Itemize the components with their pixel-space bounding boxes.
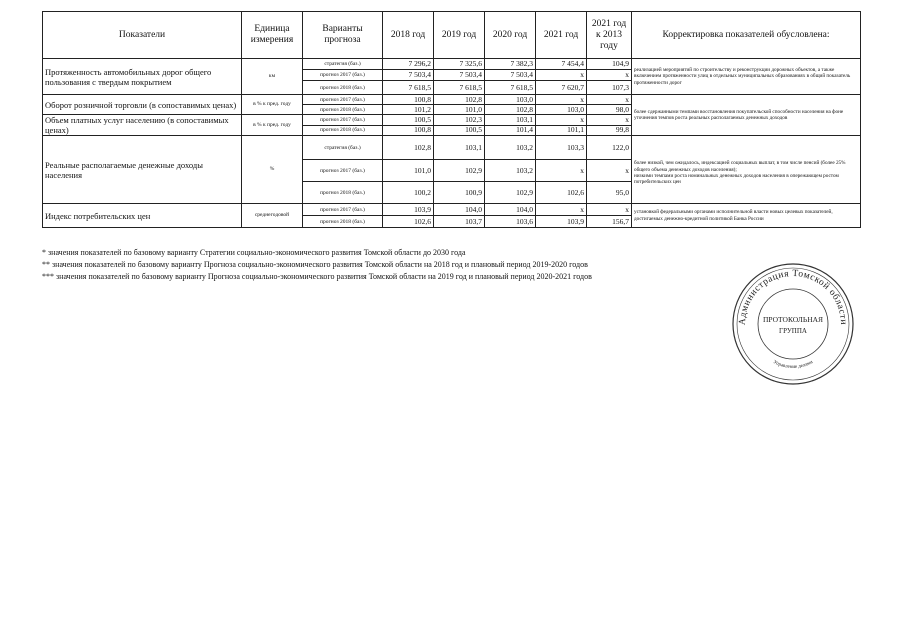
value-cell: 7 620,7: [536, 81, 587, 95]
value-cell: 100,9: [434, 182, 485, 204]
value-cell: 103,1: [485, 115, 536, 126]
variant-cell: стратегия (баз.): [303, 136, 383, 160]
value-cell: x: [536, 115, 587, 126]
value-cell: 104,0: [434, 204, 485, 216]
header-year-2021: 2021 год: [536, 12, 587, 59]
value-cell: 122,0: [587, 136, 632, 160]
value-cell: 7 325,6: [434, 59, 485, 70]
value-cell: 100,8: [383, 125, 434, 136]
variant-cell: прогноз 2018 (баз.): [303, 81, 383, 95]
header-indicators: Показатели: [43, 12, 242, 59]
value-cell: 98,0: [587, 105, 632, 115]
value-cell: 102,8: [485, 105, 536, 115]
value-cell: 102,8: [383, 136, 434, 160]
indicators-table: [42, 11, 861, 228]
value-cell: 102,9: [434, 160, 485, 182]
value-cell: 95,0: [587, 182, 632, 204]
unit-cell: в % к пред. году: [242, 95, 303, 115]
value-cell: 103,0: [536, 105, 587, 115]
value-cell: 104,0: [485, 204, 536, 216]
indicator-name: Протяженность автомобильных дорог общего пользования с твердым покрытием: [43, 59, 242, 95]
correction-note: [632, 136, 861, 204]
value-cell: 102,9: [485, 182, 536, 204]
footnote: ** значения показателей по базовому варианту Прогноза социально-экономического развития Томской области на 2018 год и плановый период 2019-2020 годов: [42, 260, 588, 269]
correction-note: установкой федеральными органами исполнительной власти новых целевых показателей, достигаемых денежно-кредитной политикой Банка России: [632, 204, 861, 228]
svg-text:Управление делами: [772, 360, 814, 370]
value-cell: 101,1: [536, 125, 587, 136]
indicator-name: Реальные располагаемые денежные доходы населения: [43, 136, 242, 204]
value-cell: 156,7: [587, 216, 632, 228]
value-cell: x: [587, 95, 632, 105]
unit-cell: в % к пред. году: [242, 115, 303, 136]
value-cell: 101,0: [383, 160, 434, 182]
stamp-bottom-text: Управление делами: [772, 360, 814, 371]
value-cell: 103,9: [383, 204, 434, 216]
value-cell: x: [587, 204, 632, 216]
variant-cell: стратегия (баз.): [303, 59, 383, 70]
value-cell: x: [536, 95, 587, 105]
value-cell: 103,2: [485, 160, 536, 182]
indicator-name: Оборот розничной торговли (в сопоставимых ценах): [43, 95, 242, 115]
variant-cell: прогноз 2017 (баз.): [303, 204, 383, 216]
value-cell: 7 618,5: [485, 81, 536, 95]
header-ratio: 2021 год к 2013 году: [587, 12, 632, 59]
variant-cell: прогноз 2018 (баз.): [303, 105, 383, 115]
value-cell: 7 503,4: [434, 70, 485, 81]
value-cell: x: [587, 160, 632, 182]
value-cell: 101,0: [434, 105, 485, 115]
unit-cell: %: [242, 136, 303, 204]
official-stamp: [731, 262, 855, 386]
value-cell: 103,7: [434, 216, 485, 228]
unit-cell: км: [242, 59, 303, 95]
value-cell: 104,9: [587, 59, 632, 70]
value-cell: 7 618,5: [434, 81, 485, 95]
header-year-2019: 2019 год: [434, 12, 485, 59]
table-header-row: [43, 12, 861, 59]
variant-cell: прогноз 2018 (баз.): [303, 125, 383, 136]
value-cell: 102,8: [434, 95, 485, 105]
value-cell: 100,8: [383, 95, 434, 105]
table-row: [43, 59, 861, 70]
indicator-name: Индекс потребительских цен: [43, 204, 242, 228]
value-cell: 100,5: [383, 115, 434, 126]
table-row: [43, 136, 861, 160]
correction-note-part: низкими темпами роста номинальных денежных доходов населения в опережающем ростом потребительских цен: [634, 173, 839, 186]
value-cell: 107,3: [587, 81, 632, 95]
header-variants: Варианты прогноза: [303, 12, 383, 59]
value-cell: 100,2: [383, 182, 434, 204]
value-cell: 7 296,2: [383, 59, 434, 70]
header-unit: Единица измерения: [242, 12, 303, 59]
variant-cell: прогноз 2018 (баз.): [303, 216, 383, 228]
value-cell: 102,3: [434, 115, 485, 126]
stamp-line2: ГРУППА: [779, 327, 807, 335]
stamp-line1: ПРОТОКОЛЬНАЯ: [762, 315, 824, 324]
value-cell: 7 503,4: [383, 70, 434, 81]
header-year-2020: 2020 год: [485, 12, 536, 59]
variant-cell: прогноз 2017 (баз.): [303, 95, 383, 105]
value-cell: 99,8: [587, 125, 632, 136]
value-cell: 101,4: [485, 125, 536, 136]
header-correction: Корректировка показателей обусловлена:: [632, 12, 861, 59]
value-cell: x: [587, 70, 632, 81]
table-row: [43, 204, 861, 216]
table-row: [43, 95, 861, 105]
value-cell: 103,6: [485, 216, 536, 228]
variant-cell: прогноз 2017 (баз.): [303, 160, 383, 182]
value-cell: x: [536, 204, 587, 216]
correction-note: более сдержанными темпами восстановления покупательской способности населения на фоне уточнения темпов роста реальных располагаемых денежных доходов: [632, 95, 861, 136]
correction-note: реализацией мероприятий по строительству и реконструкции дорожных объектов, а также включением протяженности улиц в отдельных муниципальных образованиях в общий показатель протяженности дорог: [632, 59, 861, 95]
variant-cell: прогноз 2018 (баз.): [303, 182, 383, 204]
value-cell: 103,3: [536, 136, 587, 160]
indicator-name: Объем платных услуг населению (в сопоставимых ценах): [43, 115, 242, 136]
value-cell: 103,9: [536, 216, 587, 228]
header-year-2018: 2018 год: [383, 12, 434, 59]
variant-cell: прогноз 2017 (баз.): [303, 70, 383, 81]
unit-cell: среднегодовой: [242, 204, 303, 228]
value-cell: 103,2: [485, 136, 536, 160]
value-cell: 7 382,3: [485, 59, 536, 70]
footnote: * значения показателей по базовому варианту Стратегии социально-экономического развития Томской области до 2030 года: [42, 248, 466, 257]
footnote: *** значения показателей по базовому варианту Прогноза социально-экономического развития Томской области на 2019 год и плановый период 2020-2021 годов: [42, 272, 592, 281]
stamp-inner-ring: [737, 268, 849, 380]
value-cell: x: [587, 115, 632, 126]
value-cell: 7 503,4: [485, 70, 536, 81]
stamp-center-ring: [758, 289, 828, 359]
variant-cell: прогноз 2017 (баз.): [303, 115, 383, 126]
value-cell: 103,1: [434, 136, 485, 160]
value-cell: 7 454,4: [536, 59, 587, 70]
value-cell: 102,6: [383, 216, 434, 228]
value-cell: 101,2: [383, 105, 434, 115]
value-cell: 103,0: [485, 95, 536, 105]
value-cell: x: [536, 160, 587, 182]
stamp-ring-text: Администрация Томской области: [737, 268, 849, 326]
value-cell: 102,6: [536, 182, 587, 204]
value-cell: x: [536, 70, 587, 81]
correction-note-part: более низкой, чем ожидалось, индексацией социальных выплат, в том числе пенсий (более 25% общего объема денежных доходов населения);: [634, 160, 846, 173]
value-cell: 100,5: [434, 125, 485, 136]
value-cell: 7 618,5: [383, 81, 434, 95]
